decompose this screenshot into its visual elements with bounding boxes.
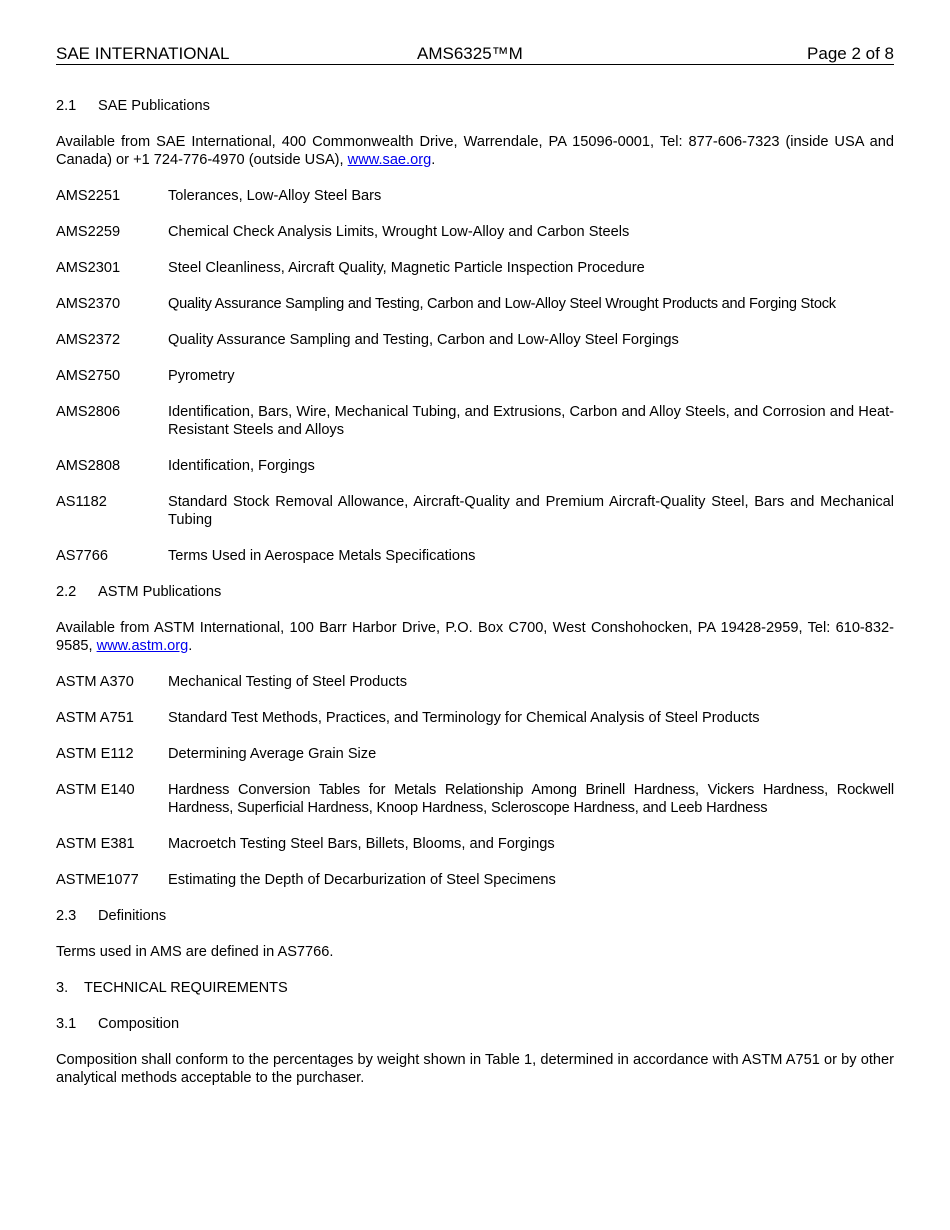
header-organization: SAE INTERNATIONAL — [56, 44, 230, 63]
reference-title: Mechanical Testing of Steel Products — [168, 674, 408, 690]
page-header — [56, 44, 894, 65]
reference-code: AMS2372 — [56, 332, 121, 348]
availability-text: Available from SAE International, 400 Commonwealth Drive, Warrendale, PA 15096-0001, Tel: 877-606-7323 (inside USA and Canada) or +1 724-776-4970 (outside USA), — [56, 134, 894, 168]
definitions-paragraph: Terms used in AMS are defined in AS7766. — [56, 944, 334, 960]
sae-availability-paragraph — [56, 133, 894, 169]
reference-code: ASTM E381 — [56, 836, 135, 852]
reference-title: Estimating the Depth of Decarburization of Steel Specimens — [168, 872, 556, 888]
reference-title: Pyrometry — [168, 368, 235, 384]
reference-entry — [56, 457, 894, 475]
header-page-number: Page 2 of 8 — [807, 44, 894, 63]
reference-title: Hardness Conversion Tables for Metals Relationship Among Brinell Hardness, Vickers Hardness, Rockwell Hardness, Superficial Hardness, Knoop Hardness, Scleroscope Hardness, and Leeb Hardness — [168, 782, 894, 816]
reference-title: Quality Assurance Sampling and Testing, Carbon and Low-Alloy Steel Forgings — [168, 332, 679, 348]
section-number: 2.3 — [56, 908, 77, 924]
section-2-3-heading — [56, 907, 894, 925]
reference-code: ASTM A751 — [56, 710, 134, 726]
reference-title: Chemical Check Analysis Limits, Wrought Low-Alloy and Carbon Steels — [168, 224, 630, 240]
header-document-number: AMS6325™M — [417, 44, 523, 63]
document-body — [56, 97, 894, 1105]
reference-title: Identification, Bars, Wire, Mechanical Tubing, and Extrusions, Carbon and Alloy Steels, and Corrosion and Heat-Resistant Steels and Alloys — [168, 404, 894, 438]
reference-code: AMS2750 — [56, 368, 121, 384]
availability-trailing: . — [431, 152, 436, 168]
section-title: Definitions — [98, 908, 167, 924]
reference-entry — [56, 403, 894, 439]
section-2-2-heading — [56, 583, 894, 601]
reference-entry — [56, 367, 894, 385]
reference-code: AMS2251 — [56, 188, 121, 204]
reference-code: ASTME1077 — [56, 872, 139, 888]
section-3-1-heading — [56, 1015, 894, 1033]
section-number: 3.1 — [56, 1016, 77, 1032]
astm-website-link[interactable]: www.astm.org — [96, 638, 189, 654]
reference-code: AS1182 — [56, 494, 107, 510]
reference-title: Steel Cleanliness, Aircraft Quality, Magnetic Particle Inspection Procedure — [168, 260, 645, 276]
reference-entry — [56, 223, 894, 241]
reference-title: Tolerances, Low-Alloy Steel Bars — [168, 188, 382, 204]
reference-title: Determining Average Grain Size — [168, 746, 377, 762]
reference-code: AMS2808 — [56, 458, 121, 474]
reference-code: AMS2806 — [56, 404, 121, 420]
reference-entry — [56, 835, 894, 853]
section-number: 2.1 — [56, 98, 77, 114]
reference-title: Identification, Forgings — [168, 458, 315, 474]
reference-code: ASTM E112 — [56, 746, 134, 762]
composition-paragraph: Composition shall conform to the percentages by weight shown in Table 1, determined in accordance with ASTM A751 or by other analytical methods acceptable to the purchaser. — [56, 1052, 894, 1086]
reference-title: Quality Assurance Sampling and Testing, Carbon and Low-Alloy Steel Wrought Products and Forging Stock — [168, 296, 836, 312]
reference-entry — [56, 745, 894, 763]
section-2-1-heading — [56, 97, 894, 115]
reference-entry — [56, 673, 894, 691]
reference-code: AMS2301 — [56, 260, 121, 276]
reference-entry — [56, 547, 894, 565]
section-title: ASTM Publications — [98, 584, 222, 600]
reference-code: AMS2259 — [56, 224, 121, 240]
reference-entry — [56, 331, 894, 349]
reference-entry — [56, 709, 894, 727]
reference-entry — [56, 187, 894, 205]
reference-title: Standard Stock Removal Allowance, Aircraft-Quality and Premium Aircraft-Quality Steel, Bars and Mechanical Tubing — [168, 494, 894, 528]
availability-text: Available from ASTM International, 100 Barr Harbor Drive, P.O. Box C700, West Conshohocken, PA 19428-2959, Tel: 610-832-9585, — [56, 620, 894, 654]
reference-entry — [56, 871, 894, 889]
reference-title: Standard Test Methods, Practices, and Terminology for Chemical Analysis of Steel Products — [168, 710, 760, 726]
reference-entry — [56, 781, 894, 817]
reference-title: Terms Used in Aerospace Metals Specifications — [168, 548, 476, 564]
section-3-heading — [56, 979, 894, 997]
sae-website-link[interactable]: www.sae.org — [347, 152, 432, 168]
availability-trailing: . — [188, 638, 193, 654]
section-number: 2.2 — [56, 584, 77, 600]
section-title: TECHNICAL REQUIREMENTS — [84, 980, 288, 996]
section-number: 3. — [56, 980, 69, 996]
astm-availability-paragraph — [56, 619, 894, 655]
reference-code: ASTM A370 — [56, 674, 134, 690]
reference-entry — [56, 295, 894, 313]
reference-title: Macroetch Testing Steel Bars, Billets, Blooms, and Forgings — [168, 836, 555, 852]
section-title: SAE Publications — [98, 98, 210, 114]
reference-code: AS7766 — [56, 548, 108, 564]
section-title: Composition — [98, 1016, 180, 1032]
reference-entry — [56, 259, 894, 277]
reference-entry — [56, 493, 894, 529]
reference-code: AMS2370 — [56, 296, 121, 312]
reference-code: ASTM E140 — [56, 782, 135, 798]
